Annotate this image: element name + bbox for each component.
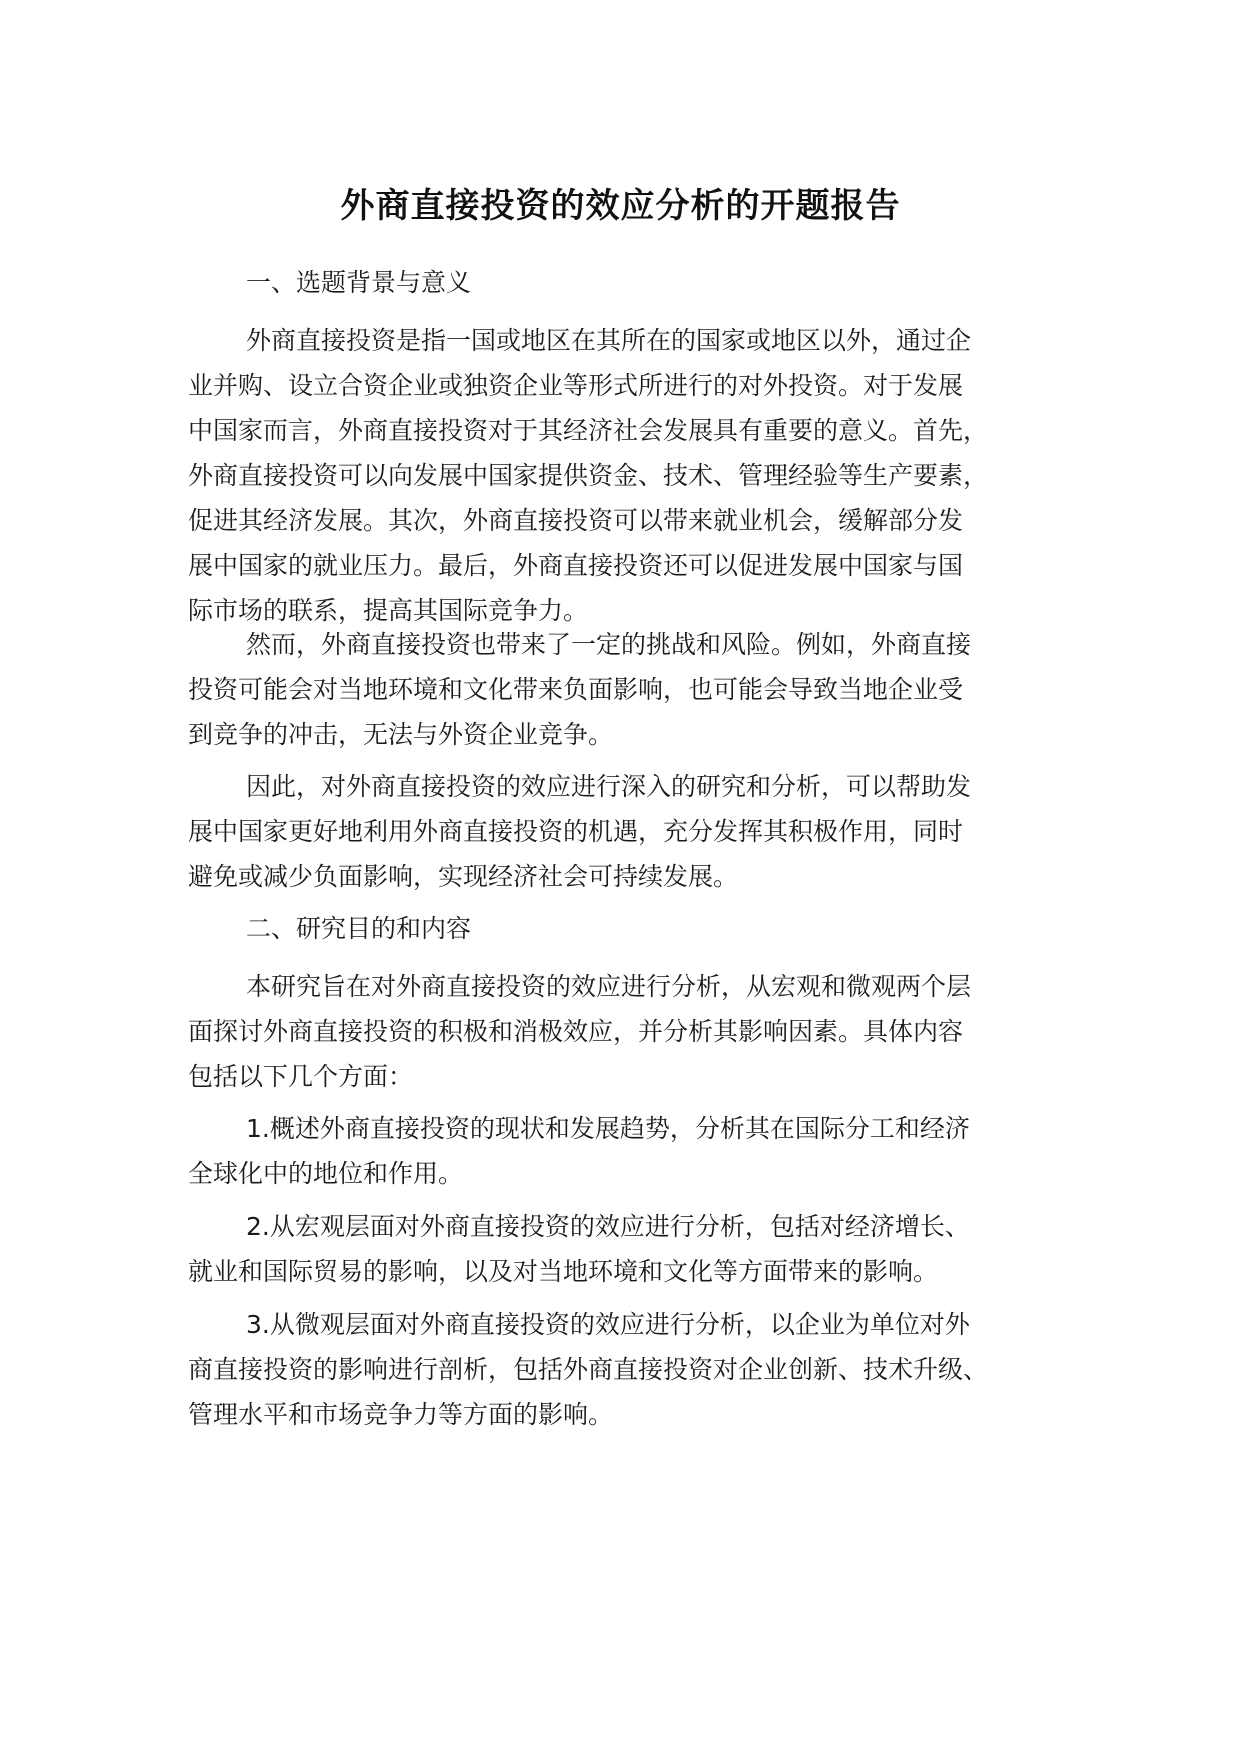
paragraph-line: 外商直接投资是指一国或地区在其所在的国家或地区以外，通过企 <box>246 326 972 355</box>
paragraph-line: 2.从宏观层面对外商直接投资的效应进行分析，包括对经济增长、 <box>246 1212 970 1241</box>
paragraph-line: 到竞争的冲击，无法与外资企业竞争。 <box>188 720 614 749</box>
document-title: 外商直接投资的效应分析的开题报告 <box>340 186 901 226</box>
paragraph-objectives <box>188 964 971 1099</box>
paragraph-line: 1.概述外商直接投资的现状和发展趋势，分析其在国际分工和经济 <box>246 1114 970 1143</box>
section-heading-text: 二、研究目的和内容 <box>246 914 472 943</box>
paragraph-line: 全球化中的地位和作用。 <box>188 1159 464 1188</box>
section-heading-2 <box>188 906 471 951</box>
paragraph-line: 中国家而言，外商直接投资对于其经济社会发展具有重要的意义。首先， <box>188 416 989 445</box>
paragraph-line: 际市场的联系，提高其国际竞争力。 <box>188 596 589 625</box>
paragraph-background <box>188 318 988 633</box>
paragraph-line: 业并购、设立合资企业或独资企业等形式所进行的对外投资。对于发展 <box>188 371 964 400</box>
list-item-1 <box>188 1106 970 1196</box>
paragraph-line: 然而，外商直接投资也带来了一定的挑战和风险。例如，外商直接 <box>246 630 972 659</box>
paragraph-line: 3.从微观层面对外商直接投资的效应进行分析，以企业为单位对外 <box>246 1310 970 1339</box>
paragraph-conclusion <box>188 764 971 899</box>
section-heading-text: 一、选题背景与意义 <box>246 268 472 297</box>
paragraph-line: 投资可能会对当地环境和文化带来负面影响，也可能会导致当地企业受 <box>188 675 964 704</box>
list-item-3 <box>188 1302 988 1437</box>
paragraph-line: 商直接投资的影响进行剖析，包括外商直接投资对企业创新、技术升级、 <box>188 1355 989 1384</box>
paragraph-line: 包括以下几个方面： <box>188 1062 414 1091</box>
paragraph-line: 管理水平和市场竞争力等方面的影响。 <box>188 1400 614 1429</box>
list-item-2 <box>188 1204 970 1294</box>
paragraph-line: 就业和国际贸易的影响，以及对当地环境和文化等方面带来的影响。 <box>188 1257 939 1286</box>
paragraph-line: 展中国家更好地利用外商直接投资的机遇，充分发挥其积极作用，同时 <box>188 817 964 846</box>
paragraph-line: 因此，对外商直接投资的效应进行深入的研究和分析，可以帮助发 <box>246 772 972 801</box>
paragraph-line: 促进其经济发展。其次，外商直接投资可以带来就业机会，缓解部分发 <box>188 506 964 535</box>
paragraph-line: 面探讨外商直接投资的积极和消极效应，并分析其影响因素。具体内容 <box>188 1017 964 1046</box>
paragraph-line: 避免或减少负面影响，实现经济社会可持续发展。 <box>188 862 739 891</box>
paragraph-line: 外商直接投资可以向发展中国家提供资金、技术、管理经验等生产要素， <box>188 461 989 490</box>
paragraph-line: 展中国家的就业压力。最后，外商直接投资还可以促进发展中国家与国 <box>188 551 964 580</box>
paragraph-line: 本研究旨在对外商直接投资的效应进行分析，从宏观和微观两个层 <box>246 972 972 1001</box>
section-heading-1 <box>188 260 471 305</box>
paragraph-challenges <box>188 622 971 757</box>
